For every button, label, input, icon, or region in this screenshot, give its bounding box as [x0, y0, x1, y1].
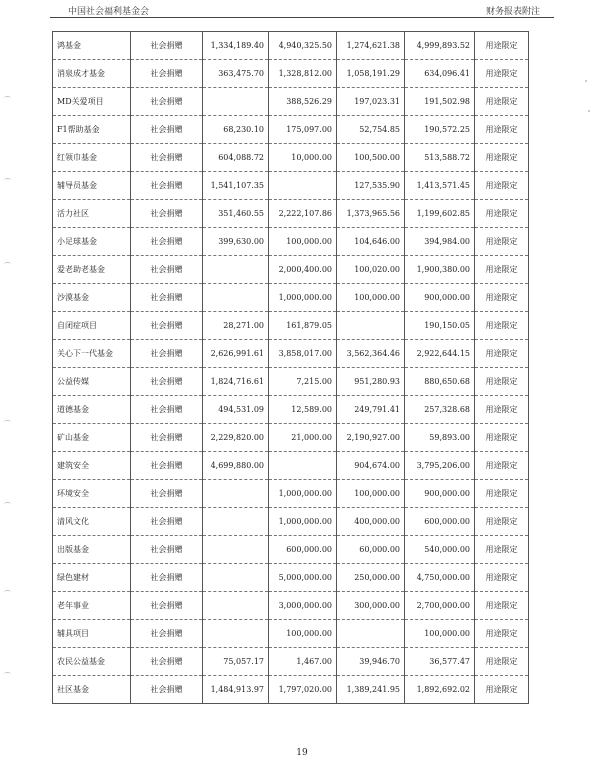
fund-name-cell: 农民公益基金 — [53, 648, 131, 676]
fund-type-cell: 社会捐赠 — [131, 480, 203, 508]
table-row — [53, 284, 529, 312]
fund-type-cell: 社会捐赠 — [131, 396, 203, 424]
amount-cell: 28,271.00 — [203, 312, 269, 340]
restriction-cell: 用途限定 — [475, 172, 529, 200]
fund-type-cell: 社会捐赠 — [131, 564, 203, 592]
restriction-cell: 用途限定 — [475, 228, 529, 256]
amount-cell: 1,900,380.00 — [405, 256, 475, 284]
restriction-cell: 用途限定 — [475, 284, 529, 312]
amount-cell: 100,000.00 — [269, 620, 337, 648]
fund-name-cell: 自闭症项目 — [53, 312, 131, 340]
section-title: 财务报表附注 — [485, 7, 540, 17]
fund-name-cell: 公益传媒 — [53, 368, 131, 396]
fund-type-cell: 社会捐赠 — [131, 284, 203, 312]
restriction-cell: 用途限定 — [475, 620, 529, 648]
amount-cell: 1,000,000.00 — [269, 480, 337, 508]
fund-type-cell: 社会捐赠 — [131, 508, 203, 536]
amount-cell: 1,334,189.40 — [203, 32, 269, 60]
fund-name-cell: 道德基金 — [53, 396, 131, 424]
amount-cell: 3,562,364.46 — [337, 340, 405, 368]
amount-cell: 1,328,812.00 — [269, 60, 337, 88]
scan-speck — [585, 80, 587, 82]
amount-cell: 604,088.72 — [203, 144, 269, 172]
fund-type-cell: 社会捐赠 — [131, 172, 203, 200]
restriction-cell: 用途限定 — [475, 340, 529, 368]
amount-cell: 100,000.00 — [337, 480, 405, 508]
table-row — [53, 676, 529, 704]
table-row — [53, 424, 529, 452]
amount-cell — [203, 88, 269, 116]
fund-type-cell: 社会捐赠 — [131, 424, 203, 452]
fund-name-cell: 辅导员基金 — [53, 172, 131, 200]
fund-name-cell: 红领巾基金 — [53, 144, 131, 172]
fund-name-cell: 沙漠基金 — [53, 284, 131, 312]
amount-cell: 880,650.68 — [405, 368, 475, 396]
restriction-cell: 用途限定 — [475, 116, 529, 144]
table-row — [53, 536, 529, 564]
restriction-cell: 用途限定 — [475, 480, 529, 508]
amount-cell: 161,879.05 — [269, 312, 337, 340]
fund-type-cell: 社会捐赠 — [131, 592, 203, 620]
amount-cell — [203, 508, 269, 536]
table-row — [53, 620, 529, 648]
table-body — [53, 32, 529, 704]
table-row — [53, 228, 529, 256]
amount-cell: 60,000.00 — [337, 536, 405, 564]
amount-cell: 1,199,602.85 — [405, 200, 475, 228]
amount-cell — [203, 564, 269, 592]
amount-cell — [337, 620, 405, 648]
fund-type-cell: 社会捐赠 — [131, 228, 203, 256]
fund-name-cell: F1帮助基金 — [53, 116, 131, 144]
amount-cell: 100,020.00 — [337, 256, 405, 284]
amount-cell: 900,000.00 — [405, 284, 475, 312]
fund-type-cell: 社会捐赠 — [131, 648, 203, 676]
amount-cell: 250,000.00 — [337, 564, 405, 592]
fund-type-cell: 社会捐赠 — [131, 340, 203, 368]
punch-hole-mark — [4, 262, 11, 266]
restriction-cell: 用途限定 — [475, 424, 529, 452]
amount-cell: 634,096.41 — [405, 60, 475, 88]
fund-type-cell: 社会捐赠 — [131, 368, 203, 396]
amount-cell: 68,230.10 — [203, 116, 269, 144]
amount-cell: 4,750,000.00 — [405, 564, 475, 592]
restriction-cell: 用途限定 — [475, 452, 529, 480]
fund-type-cell: 社会捐赠 — [131, 200, 203, 228]
table-row — [53, 144, 529, 172]
amount-cell: 300,000.00 — [337, 592, 405, 620]
fund-name-cell: 环境安全 — [53, 480, 131, 508]
fund-type-cell: 社会捐赠 — [131, 312, 203, 340]
restriction-cell: 用途限定 — [475, 564, 529, 592]
amount-cell — [203, 256, 269, 284]
restriction-cell: 用途限定 — [475, 676, 529, 704]
amount-cell: 1,892,692.02 — [405, 676, 475, 704]
amount-cell: 1,373,965.56 — [337, 200, 405, 228]
restriction-cell: 用途限定 — [475, 536, 529, 564]
amount-cell: 39,946.70 — [337, 648, 405, 676]
restricted-funds-table — [52, 31, 529, 704]
amount-cell: 900,000.00 — [405, 480, 475, 508]
amount-cell: 197,023.31 — [337, 88, 405, 116]
amount-cell: 1,000,000.00 — [269, 508, 337, 536]
restriction-cell: 用途限定 — [475, 312, 529, 340]
amount-cell: 2,000,400.00 — [269, 256, 337, 284]
amount-cell: 1,274,621.38 — [337, 32, 405, 60]
table-row — [53, 172, 529, 200]
amount-cell: 127,535.90 — [337, 172, 405, 200]
fund-name-cell: 矿山基金 — [53, 424, 131, 452]
amount-cell: 3,000,000.00 — [269, 592, 337, 620]
amount-cell: 10,000.00 — [269, 144, 337, 172]
restriction-cell: 用途限定 — [475, 200, 529, 228]
punch-hole-mark — [4, 672, 11, 676]
fund-name-cell: 活力社区 — [53, 200, 131, 228]
amount-cell — [203, 620, 269, 648]
org-name: 中国社会福利基金会 — [68, 7, 150, 17]
amount-cell: 100,000.00 — [269, 228, 337, 256]
amount-cell: 3,795,206.00 — [405, 452, 475, 480]
restriction-cell: 用途限定 — [475, 88, 529, 116]
table-row — [53, 116, 529, 144]
amount-cell: 363,475.70 — [203, 60, 269, 88]
amount-cell: 4,940,325.50 — [269, 32, 337, 60]
amount-cell — [269, 172, 337, 200]
table-row — [53, 452, 529, 480]
scan-speck — [588, 110, 590, 112]
fund-name-cell: MD关爱项目 — [53, 88, 131, 116]
amount-cell: 513,588.72 — [405, 144, 475, 172]
amount-cell: 600,000.00 — [269, 536, 337, 564]
amount-cell: 1,467.00 — [269, 648, 337, 676]
table-row — [53, 564, 529, 592]
fund-type-cell: 社会捐赠 — [131, 676, 203, 704]
fund-type-cell: 社会捐赠 — [131, 536, 203, 564]
fund-name-cell: 出版基金 — [53, 536, 131, 564]
header-divider — [50, 17, 554, 18]
table-row — [53, 340, 529, 368]
table-row — [53, 312, 529, 340]
fund-name-cell: 辅具项目 — [53, 620, 131, 648]
table-row — [53, 200, 529, 228]
amount-cell: 540,000.00 — [405, 536, 475, 564]
fund-type-cell: 社会捐赠 — [131, 116, 203, 144]
amount-cell: 1,389,241.95 — [337, 676, 405, 704]
amount-cell: 190,150.05 — [405, 312, 475, 340]
amount-cell: 951,280.93 — [337, 368, 405, 396]
fund-name-cell: 建筑安全 — [53, 452, 131, 480]
restriction-cell: 用途限定 — [475, 368, 529, 396]
amount-cell: 1,058,191.29 — [337, 60, 405, 88]
amount-cell — [269, 452, 337, 480]
table-row — [53, 88, 529, 116]
amount-cell: 12,589.00 — [269, 396, 337, 424]
fund-type-cell: 社会捐赠 — [131, 452, 203, 480]
fund-type-cell: 社会捐赠 — [131, 60, 203, 88]
amount-cell — [203, 480, 269, 508]
fund-name-cell: 消泉成才基金 — [53, 60, 131, 88]
amount-cell: 600,000.00 — [405, 508, 475, 536]
amount-cell: 100,500.00 — [337, 144, 405, 172]
table-row — [53, 508, 529, 536]
fund-name-cell: 关心下一代基金 — [53, 340, 131, 368]
fund-name-cell: 清风文化 — [53, 508, 131, 536]
amount-cell: 388,526.29 — [269, 88, 337, 116]
restriction-cell: 用途限定 — [475, 508, 529, 536]
table-row — [53, 256, 529, 284]
amount-cell: 190,572.25 — [405, 116, 475, 144]
amount-cell — [203, 592, 269, 620]
restriction-cell: 用途限定 — [475, 32, 529, 60]
restriction-cell: 用途限定 — [475, 396, 529, 424]
table-row — [53, 592, 529, 620]
amount-cell: 36,577.47 — [405, 648, 475, 676]
amount-cell: 1,000,000.00 — [269, 284, 337, 312]
amount-cell: 104,646.00 — [337, 228, 405, 256]
fund-type-cell: 社会捐赠 — [131, 144, 203, 172]
table-row — [53, 480, 529, 508]
amount-cell: 494,531.09 — [203, 396, 269, 424]
amount-cell: 59,893.00 — [405, 424, 475, 452]
fund-type-cell: 社会捐赠 — [131, 32, 203, 60]
amount-cell: 1,824,716.61 — [203, 368, 269, 396]
amount-cell — [337, 312, 405, 340]
fund-name-cell: 小足球基金 — [53, 228, 131, 256]
amount-cell: 2,229,820.00 — [203, 424, 269, 452]
page-number: 19 — [296, 748, 308, 758]
amount-cell: 2,700,000.00 — [405, 592, 475, 620]
punch-hole-mark — [4, 96, 11, 100]
amount-cell: 351,460.55 — [203, 200, 269, 228]
fund-name-cell: 绿色建材 — [53, 564, 131, 592]
amount-cell: 904,674.00 — [337, 452, 405, 480]
amount-cell — [203, 536, 269, 564]
amount-cell: 2,222,107.86 — [269, 200, 337, 228]
amount-cell: 1,797,020.00 — [269, 676, 337, 704]
amount-cell: 100,000.00 — [337, 284, 405, 312]
fund-type-cell: 社会捐赠 — [131, 256, 203, 284]
fund-name-cell: 爱老助老基金 — [53, 256, 131, 284]
amount-cell: 5,000,000.00 — [269, 564, 337, 592]
amount-cell: 1,541,107.35 — [203, 172, 269, 200]
amount-cell: 2,922,644.15 — [405, 340, 475, 368]
punch-hole-mark — [4, 590, 11, 594]
amount-cell: 4,699,880.00 — [203, 452, 269, 480]
amount-cell: 394,984.00 — [405, 228, 475, 256]
amount-cell: 257,328.68 — [405, 396, 475, 424]
fund-type-cell: 社会捐赠 — [131, 88, 203, 116]
fund-name-cell: 鸿基金 — [53, 32, 131, 60]
amount-cell: 2,190,927.00 — [337, 424, 405, 452]
amount-cell: 75,057.17 — [203, 648, 269, 676]
amount-cell: 7,215.00 — [269, 368, 337, 396]
amount-cell: 400,000.00 — [337, 508, 405, 536]
table-row — [53, 32, 529, 60]
amount-cell — [203, 284, 269, 312]
fund-name-cell: 老年事业 — [53, 592, 131, 620]
amount-cell: 21,000.00 — [269, 424, 337, 452]
amount-cell: 175,097.00 — [269, 116, 337, 144]
restriction-cell: 用途限定 — [475, 648, 529, 676]
fund-name-cell: 社区基金 — [53, 676, 131, 704]
amount-cell: 249,791.41 — [337, 396, 405, 424]
amount-cell: 1,484,913.97 — [203, 676, 269, 704]
restriction-cell: 用途限定 — [475, 256, 529, 284]
punch-hole-mark — [4, 178, 11, 182]
table-row — [53, 648, 529, 676]
table-row — [53, 60, 529, 88]
amount-cell: 1,413,571.45 — [405, 172, 475, 200]
restriction-cell: 用途限定 — [475, 60, 529, 88]
amount-cell: 191,502.98 — [405, 88, 475, 116]
amount-cell: 52,754.85 — [337, 116, 405, 144]
amount-cell: 100,000.00 — [405, 620, 475, 648]
punch-hole-mark — [4, 420, 11, 424]
amount-cell: 399,630.00 — [203, 228, 269, 256]
table-row — [53, 396, 529, 424]
amount-cell: 4,999,893.52 — [405, 32, 475, 60]
restriction-cell: 用途限定 — [475, 592, 529, 620]
amount-cell: 2,626,991.61 — [203, 340, 269, 368]
amount-cell: 3,858,017.00 — [269, 340, 337, 368]
fund-type-cell: 社会捐赠 — [131, 620, 203, 648]
restriction-cell: 用途限定 — [475, 144, 529, 172]
table-row — [53, 368, 529, 396]
punch-hole-mark — [4, 502, 11, 506]
